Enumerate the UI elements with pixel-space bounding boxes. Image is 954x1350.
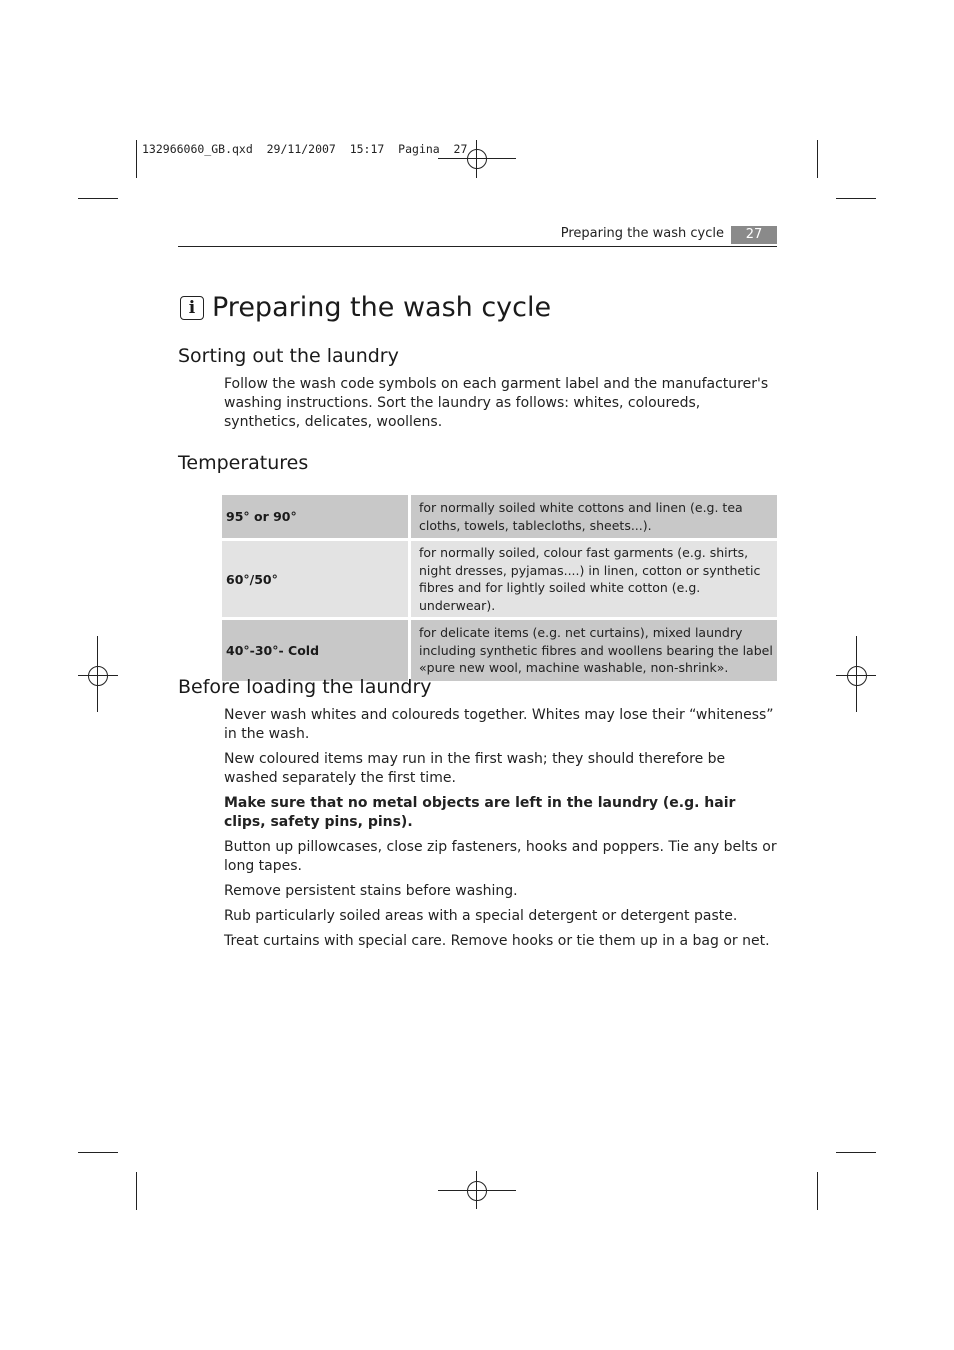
before-loading-paragraph: Treat curtains with special care. Remove hooks or tie them up in a bag or net. xyxy=(224,933,770,949)
sorting-paragraph: Follow the wash code symbols on each garment label and the manufacturer's washing instructions. Sort the laundry as follows: whites, coloureds, synthetics, delicates, woollens. xyxy=(224,376,769,430)
crop-mark xyxy=(78,1152,118,1153)
temperatures-table xyxy=(222,495,777,681)
description-cell: for normally soiled, colour fast garments (e.g. shirts, night dresses, pyjamas....) in linen, cotton or synthetic fibres and for lightly soiled white cotton (e.g. underwear). xyxy=(410,541,778,617)
running-header-title: Preparing the wash cycle xyxy=(560,226,724,241)
section-heading-before-loading: Before loading the laundry xyxy=(178,676,432,698)
print-slug: 132966060_GB.qxd 29/11/2007 15:17 Pagina 27 xyxy=(142,142,468,156)
crop-mark xyxy=(136,140,137,178)
temperature-cell: 60°/50° xyxy=(222,541,410,617)
before-loading-paragraph: New coloured items may run in the first wash; they should therefore be washed separately the first time. xyxy=(224,751,726,786)
temperature-cell: 95° or 90° xyxy=(222,495,410,538)
table-row xyxy=(222,541,777,617)
table-row xyxy=(222,495,777,538)
temperature-cell: 40°-30°- Cold xyxy=(222,620,410,681)
page-title: Preparing the wash cycle xyxy=(212,292,552,323)
crop-mark xyxy=(836,198,876,199)
info-icon: i xyxy=(180,296,204,320)
section-heading-temperatures: Temperatures xyxy=(178,452,309,474)
page-title-block xyxy=(180,292,551,323)
crop-mark xyxy=(78,198,118,199)
before-loading-warning: Make sure that no metal objects are left in the laundry (e.g. hair clips, safety pins, pins). xyxy=(224,795,736,830)
description-cell: for normally soiled white cottons and linen (e.g. tea cloths, towels, tablecloths, sheets...). xyxy=(410,495,778,538)
before-loading-paragraph: Never wash whites and coloureds together. Whites may lose their “whiteness” in the wash. xyxy=(224,707,774,742)
crop-mark xyxy=(817,140,818,178)
description-cell: for delicate items (e.g. net curtains), mixed laundry including synthetic fibres and woollens bearing the label «pure new wool, machine washable, non-shrink». xyxy=(410,620,778,681)
before-loading-paragraph: Remove persistent stains before washing. xyxy=(224,883,518,899)
crop-mark xyxy=(817,1172,818,1210)
before-loading-paragraph: Rub particularly soiled areas with a special detergent or detergent paste. xyxy=(224,908,738,924)
table-row xyxy=(222,620,777,681)
section-heading-sorting: Sorting out the laundry xyxy=(178,345,399,367)
header-rule xyxy=(178,246,777,247)
crop-mark xyxy=(136,1172,137,1210)
crop-mark xyxy=(836,1152,876,1153)
page-number: 27 xyxy=(731,226,777,244)
before-loading-paragraph: Button up pillowcases, close zip fasteners, hooks and poppers. Tie any belts or long tapes. xyxy=(224,839,777,874)
